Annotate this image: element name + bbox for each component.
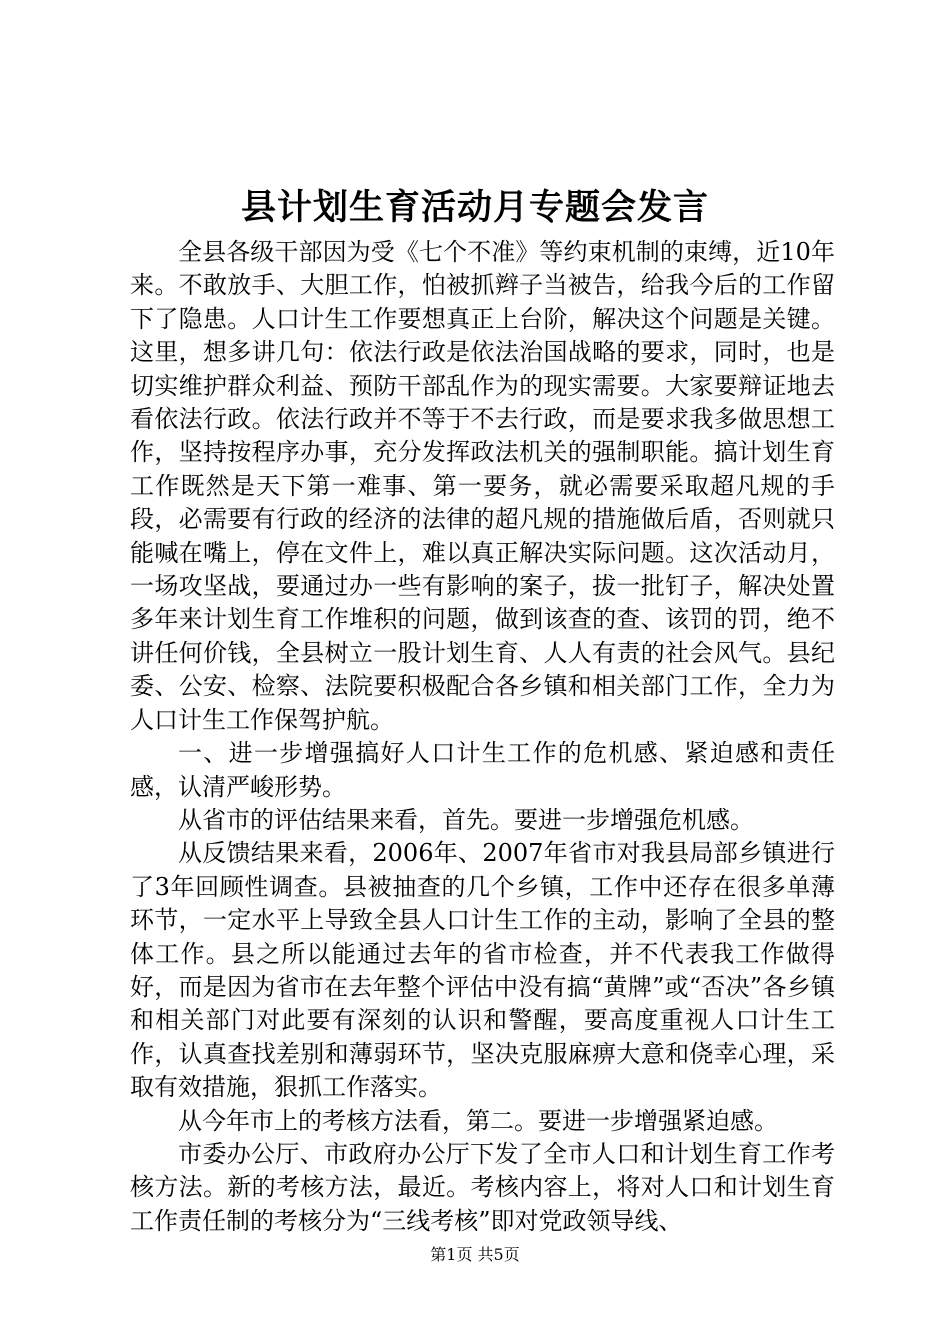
paragraph-6: 市委办公厅、市政府办公厅下发了全市人口和计划生育工作考核方法。新的考核方法，最近。考核内容上，将对人口和计划生育工作责任制的考核分为“三线考核”即对党政领导线、	[130, 1139, 835, 1235]
document-body	[130, 236, 835, 1238]
paragraph-2: 一、进一步增强搞好人口计生工作的危机感、紧迫感和责任感，认清严峻形势。	[130, 739, 835, 801]
paragraph-3: 从省市的评估结果来看，首先。要进一步增强危机感。	[178, 805, 754, 834]
paragraph-4: 从反馈结果来看，2006年、2007年省市对我县局部乡镇进行了3年回顾性调查。县被抽查的几个乡镇，工作中还存在很多单薄环节，一定水平上导致全县人口计生工作的主动，影响了全县的整体工作。县之所以能通过去年的省市检查，并不代表我工作做得好，而是因为省市在去年整个评估中没有搞“黄牌”或“否决”各乡镇和相关部门对此要有深刻的认识和警醒，要高度重视人口计生工作，认真查找差别和薄弱环节，坚决克服麻痹大意和侥幸心理，采取有效措施，狠抓工作落实。	[130, 839, 835, 1102]
paragraph-5: 从今年市上的考核方法看，第二。要进一步增强紧迫感。	[178, 1106, 778, 1135]
document-title: 县计划生育活动月专题会发言	[240, 187, 709, 228]
page-number-footer: 第1页 共5页	[430, 1245, 520, 1264]
paragraph-1: 全县各级干部因为受《七个不准》等约束机制的束缚，近10年来。不敢放手、大胆工作，怕被抓辫子当被告，给我今后的工作留下了隐患。人口计生工作要想真正上台阶，解决这个问题是关键。这里，想多讲几句：依法行政是依法治国战略的要求，同时，也是切实维护群众利益、预防干部乱作为的现实需要。大家要辩证地去看依法行政。依法行政并不等于不去行政，而是要求我多做思想工作，坚持按程序办事，充分发挥政法机关的强制职能。搞计划生育工作既然是天下第一难事、第一要务，就必需要采取超凡规的手段，必需要有行政的经济的法律的超凡规的措施做后盾，否则就只能喊在嘴上，停在文件上，难以真正解决实际问题。这次活动月，一场攻坚战，要通过办一些有影响的案子，拔一批钉子，解决处置多年来计划生育工作堆积的问题，做到该查的查、该罚的罚，绝不讲任何价钱，全县树立一股计划生育、人人有责的社会风气。县纪委、公安、检察、法院要积极配合各乡镇和相关部门工作，全力为人口计生工作保驾护航。	[130, 238, 835, 734]
